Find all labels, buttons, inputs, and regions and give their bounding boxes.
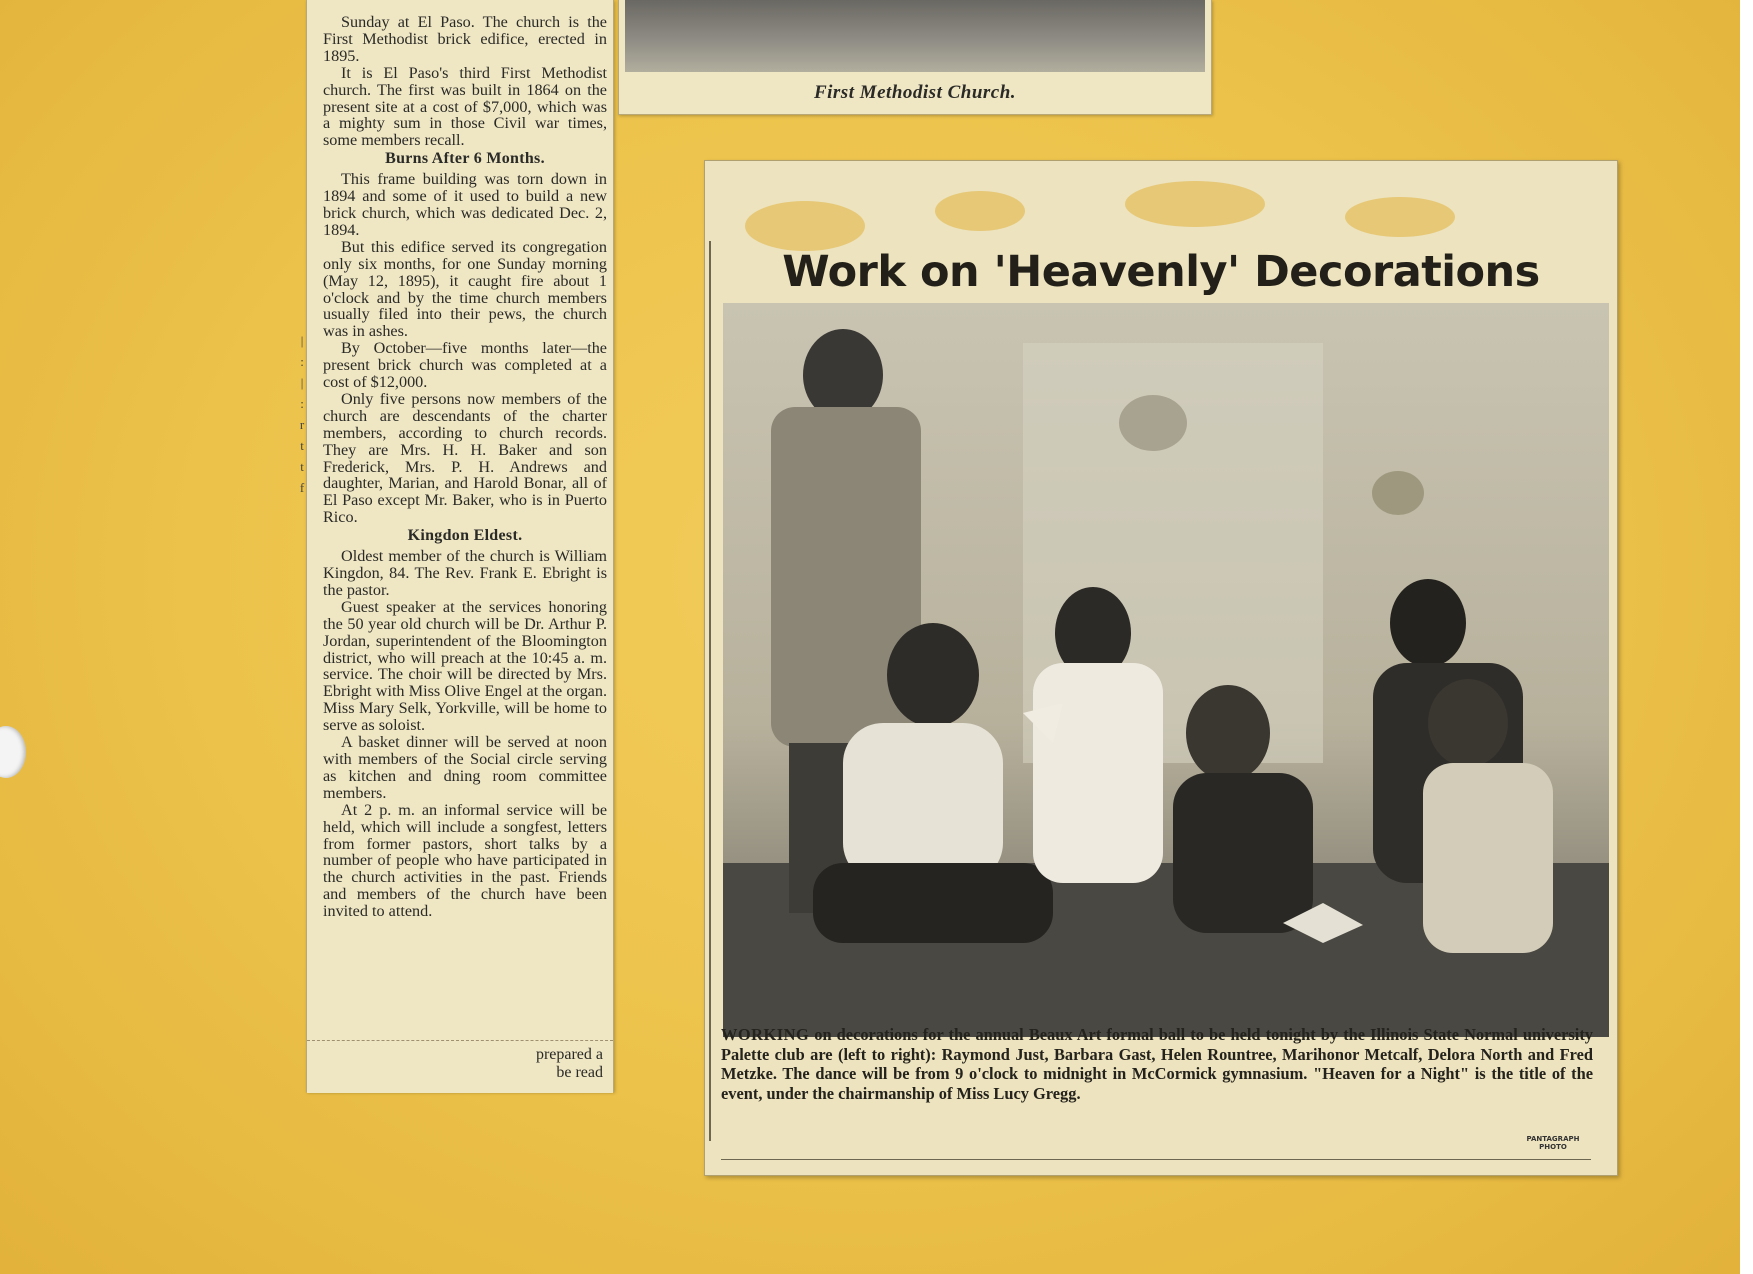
article-paragraph: This frame building was torn down in 1894 and some of it used to build a new brick church, which was dedicated Dec. 2, 1894. xyxy=(323,170,607,239)
decorations-photo xyxy=(723,303,1609,1037)
bottom-rule xyxy=(721,1159,1591,1160)
article-clipping xyxy=(306,0,614,1092)
church-photo xyxy=(625,0,1205,72)
photo-scene xyxy=(723,303,1609,1037)
photo-credit: PANTAGRAPH PHOTO xyxy=(1526,1135,1580,1151)
article-paragraph: A basket dinner will be served at noon with members of the Social circle serving as kitchen and dning room committee members. xyxy=(323,733,607,802)
article-paragraph: Guest speaker at the services honoring the 50 year old church will be Dr. Arthur P. Jordan, superintendent of the Bloomington district, who will preach at the 10:45 a. m. service. The choir will be directed by Mrs. Ebright with Miss Olive Engel at the organ. Miss Mary Selk, Yorkville, will be home to serve as soloist. xyxy=(323,597,607,735)
article-subhead: Burns After 6 Months. xyxy=(385,150,545,168)
decorations-clipping xyxy=(704,160,1618,1176)
column-rule xyxy=(709,241,711,1141)
article-paragraph: But this edifice served its congregation only six months, for one Sunday morning (May 12, 1895), it caught fire about 1 o'clock and by the time church members usually filed into their pews, the church was in ashes. xyxy=(323,237,607,341)
stain xyxy=(745,201,865,251)
article-paragraph: It is El Paso's third First Methodist church. The first was built in 1864 on the present site at a cost of $7,000, which was a mighty sum in those Civil war times, some members recall. xyxy=(323,63,607,150)
article-paragraph: Sunday at El Paso. The church is the First Methodist brick edifice, erected in 1895. xyxy=(323,13,607,65)
church-photo-caption: First Methodist Church. xyxy=(813,82,1017,103)
torn-fragment: be read xyxy=(556,1064,603,1081)
punch-hole xyxy=(0,726,26,778)
margin-marks: | : | : r t t f xyxy=(299,333,305,495)
church-photo-clipping xyxy=(618,0,1212,115)
stain xyxy=(1345,197,1455,237)
article-paragraph: By October—five months later—the present brick church was completed at a cost of $12,000. xyxy=(323,339,607,392)
article-paragraph: Oldest member of the church is William Kingdon, 84. The Rev. Frank E. Ebright is the pastor. xyxy=(323,547,607,599)
caption-lead: WORKING xyxy=(721,1025,810,1044)
photo-caption xyxy=(721,1025,1593,1103)
torn-fragment: prepared a xyxy=(535,1046,603,1063)
article-paragraph: At 2 p. m. an informal service will be held, which will include a songfest, letters from former pastors, short talks by a number of people who have participated in the church activities in the past. Friends and members of the church have been invited to attend. xyxy=(323,800,607,921)
article-paragraph: Only five persons now members of the church are descendants of the charter members, according to church records. They are Mrs. H. H. Baker and son Frederick, Mrs. P. H. Andrews and daughter, Marian, and Harold Bonar, all of El Paso except Mr. Baker, who is in Puerto Rico. xyxy=(323,389,607,527)
stain xyxy=(935,191,1025,231)
caption-body: on decorations for the annual Beaux Art formal ball to be held tonight by the Illinois State Normal university Palette club are (left to right): Raymond Just, Barbara Gast, Helen Rountree, Marihonor Metcalf, Delora North and Fred Metzke. The dance will be from 9 o'clock to midnight in McCormick gymnasium. "Heaven for a Night" is the title of the event, under the chairmanship of Miss Lucy Gregg. xyxy=(721,1025,1593,1103)
torn-clipping-edge xyxy=(307,1040,613,1093)
article-subhead: Kingdon Eldest. xyxy=(407,527,523,545)
stain xyxy=(1125,181,1265,227)
headline: Work on 'Heavenly' Decorations xyxy=(782,247,1540,297)
article-text xyxy=(323,14,607,920)
